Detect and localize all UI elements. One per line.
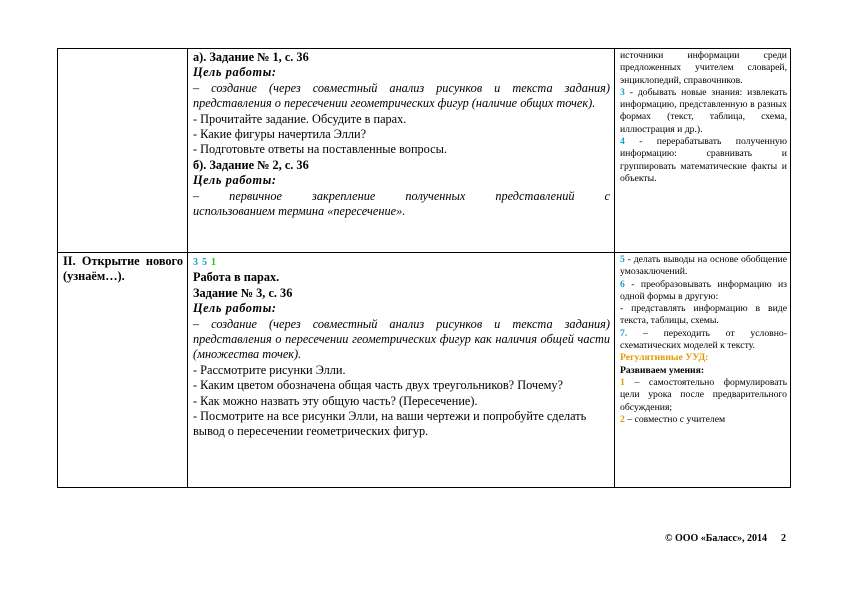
uud-number: 4 bbox=[620, 136, 625, 148]
regulatory-block bbox=[620, 377, 787, 426]
stage-cell bbox=[58, 253, 188, 488]
uud-text: источники информации среди предложенных учителем словарей, энциклопедий, справочников. bbox=[620, 50, 787, 86]
uud-code: 5 bbox=[202, 257, 207, 268]
content-block bbox=[193, 270, 610, 439]
text-line: - Каким цветом обозначена общая часть двух треугольников? Почему? bbox=[193, 378, 563, 393]
uud-code: 1 bbox=[211, 257, 216, 268]
uud-code: 3 bbox=[193, 257, 198, 268]
regulatory-heading: Регулятивные УУД: bbox=[620, 352, 709, 364]
uud-item bbox=[620, 136, 787, 185]
text-line: – создание (через совместный анализ рисунков и текста задания) представления о пересечении геометрических фигур как наличия общей части (множества точек). bbox=[193, 316, 610, 362]
uud-number: 6 bbox=[620, 278, 625, 290]
uud-text: - перерабатывать полученную информацию: сравнивать и группировать математические факты и объекты. bbox=[620, 136, 787, 184]
uud-number: 3 bbox=[620, 86, 625, 98]
page-number: 2 bbox=[781, 533, 786, 544]
content-block bbox=[193, 50, 610, 219]
uud-number: 7. bbox=[620, 327, 628, 339]
regulatory-subheading: Развиваем умения: bbox=[620, 364, 705, 376]
text-line: - Рассмотрите рисунки Элли. bbox=[193, 362, 346, 377]
text-line: Работа в парах. bbox=[193, 270, 280, 285]
uud-item bbox=[620, 414, 787, 426]
page-footer bbox=[665, 533, 786, 544]
table-row bbox=[58, 49, 791, 253]
uud-number: 5 bbox=[620, 254, 625, 265]
text-line: - Прочитайте задание. Обсудите в парах. bbox=[193, 111, 407, 126]
text-line: – первичное закрепление полученных представлений с bbox=[193, 188, 610, 203]
text-line: - Как можно назвать эту общую часть? (Пересечение). bbox=[193, 393, 478, 408]
text-line: Цель работы: bbox=[193, 65, 277, 80]
content-cell bbox=[188, 253, 615, 488]
uud-item bbox=[620, 279, 787, 304]
uud-item bbox=[620, 328, 787, 353]
uud-text: – переходить от условно-схематических моделей к тексту. bbox=[620, 327, 787, 352]
uud-text: - делать выводы на основе обобщение умозаключений. bbox=[620, 254, 787, 278]
text-line: Задание № 3, с. 36 bbox=[193, 285, 293, 300]
uud-item bbox=[620, 377, 787, 414]
uud-text: – совместно с учителем bbox=[624, 413, 726, 425]
uud-cell bbox=[615, 49, 791, 253]
uud-block bbox=[620, 50, 787, 185]
text-line: Цель работы: bbox=[193, 301, 277, 316]
uud-text: - представлять информацию в виде текста, таблицы, схемы. bbox=[620, 303, 787, 327]
table-row bbox=[58, 253, 791, 488]
lesson-table bbox=[57, 48, 791, 488]
content-cell bbox=[188, 49, 615, 253]
uud-text: - добывать новые знания: извлекать информацию, представленную в разных формах (текст, таблица, схема, иллюстрация и др.). bbox=[620, 86, 787, 135]
text-line: – создание (через совместный анализ рисунков и текста задания) представления о пересечении геометрических фигур (наличие общих точек). bbox=[193, 80, 610, 111]
copyright-text: © ООО «Баласс», 2014 bbox=[665, 533, 767, 544]
text-line: а). Задание № 1, с. 36 bbox=[193, 50, 309, 64]
uud-codes bbox=[193, 254, 610, 270]
text-line: - Подготовьте ответы на поставленные вопросы. bbox=[193, 142, 447, 157]
uud-item bbox=[620, 87, 787, 136]
uud-item bbox=[620, 303, 787, 328]
text-line: б). Задание № 2, с. 36 bbox=[193, 157, 309, 172]
text-line: Цель работы: bbox=[193, 173, 277, 188]
text-line: - Какие фигуры начертила Элли? bbox=[193, 127, 367, 142]
uud-text: – самостоятельно формулировать цели урока после предварительного обсуждения; bbox=[620, 376, 787, 413]
uud-item bbox=[620, 254, 787, 279]
uud-number: 1 bbox=[620, 376, 625, 388]
uud-text: - преобразовывать информацию из одной формы в другую: bbox=[620, 278, 787, 302]
uud-number: 2 bbox=[620, 413, 625, 425]
text-line: использованием термина «пересечение». bbox=[193, 204, 406, 219]
stage-label: II. Открытие нового (узнаём…). bbox=[63, 254, 183, 284]
stage-cell bbox=[58, 49, 188, 253]
uud-block bbox=[620, 254, 787, 352]
uud-item bbox=[620, 50, 787, 87]
uud-cell bbox=[615, 253, 791, 488]
text-line: - Посмотрите на все рисунки Элли, на ваши чертежи и попробуйте сделать вывод о пересечении геометрических фигур. bbox=[193, 409, 587, 439]
